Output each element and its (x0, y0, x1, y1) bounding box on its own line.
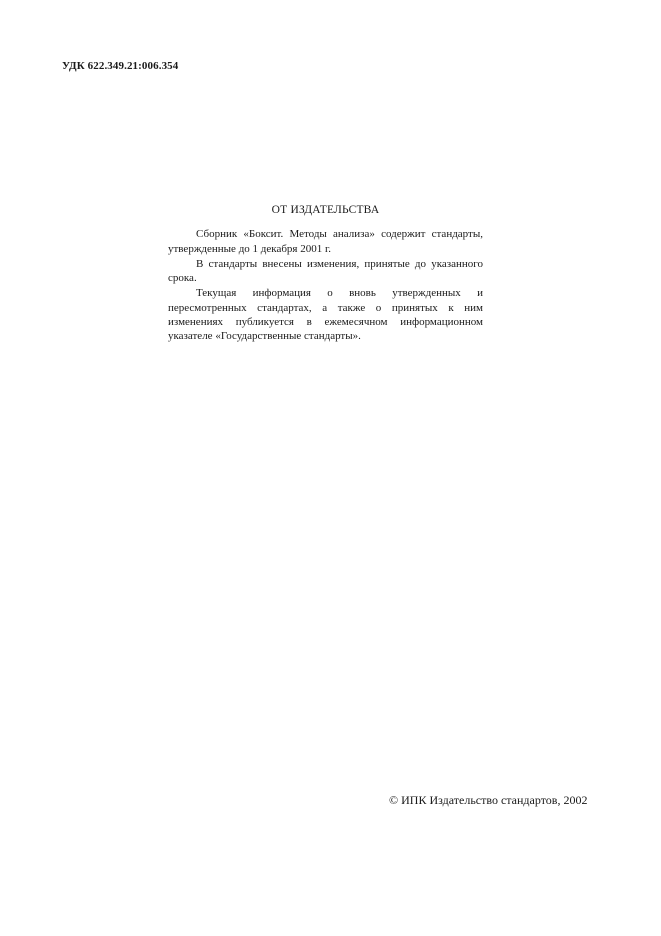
notice-title: ОТ ИЗДАТЕЛЬСТВА (271, 204, 380, 216)
notice-paragraph: Сборник «Боксит. Методы анализа» содержит стандарты, утвержденные до 1 декабря 2001 г. (168, 228, 483, 255)
notice-paragraph: Текущая информация о вновь утвержденных и пересмотренных стандартах, а также о принятых к ним изменениях публикуется в ежемесячном информационном указателе «Государственные стандарты». (168, 287, 483, 343)
copyright-line: © ИПК Издательство стандартов, 2002 (389, 793, 588, 807)
publisher-notice (168, 203, 483, 344)
notice-paragraph: В стандарты внесены изменения, принятые до указанного срока. (168, 257, 483, 285)
udk-code: УДК 622.349.21:006.354 (62, 60, 179, 72)
